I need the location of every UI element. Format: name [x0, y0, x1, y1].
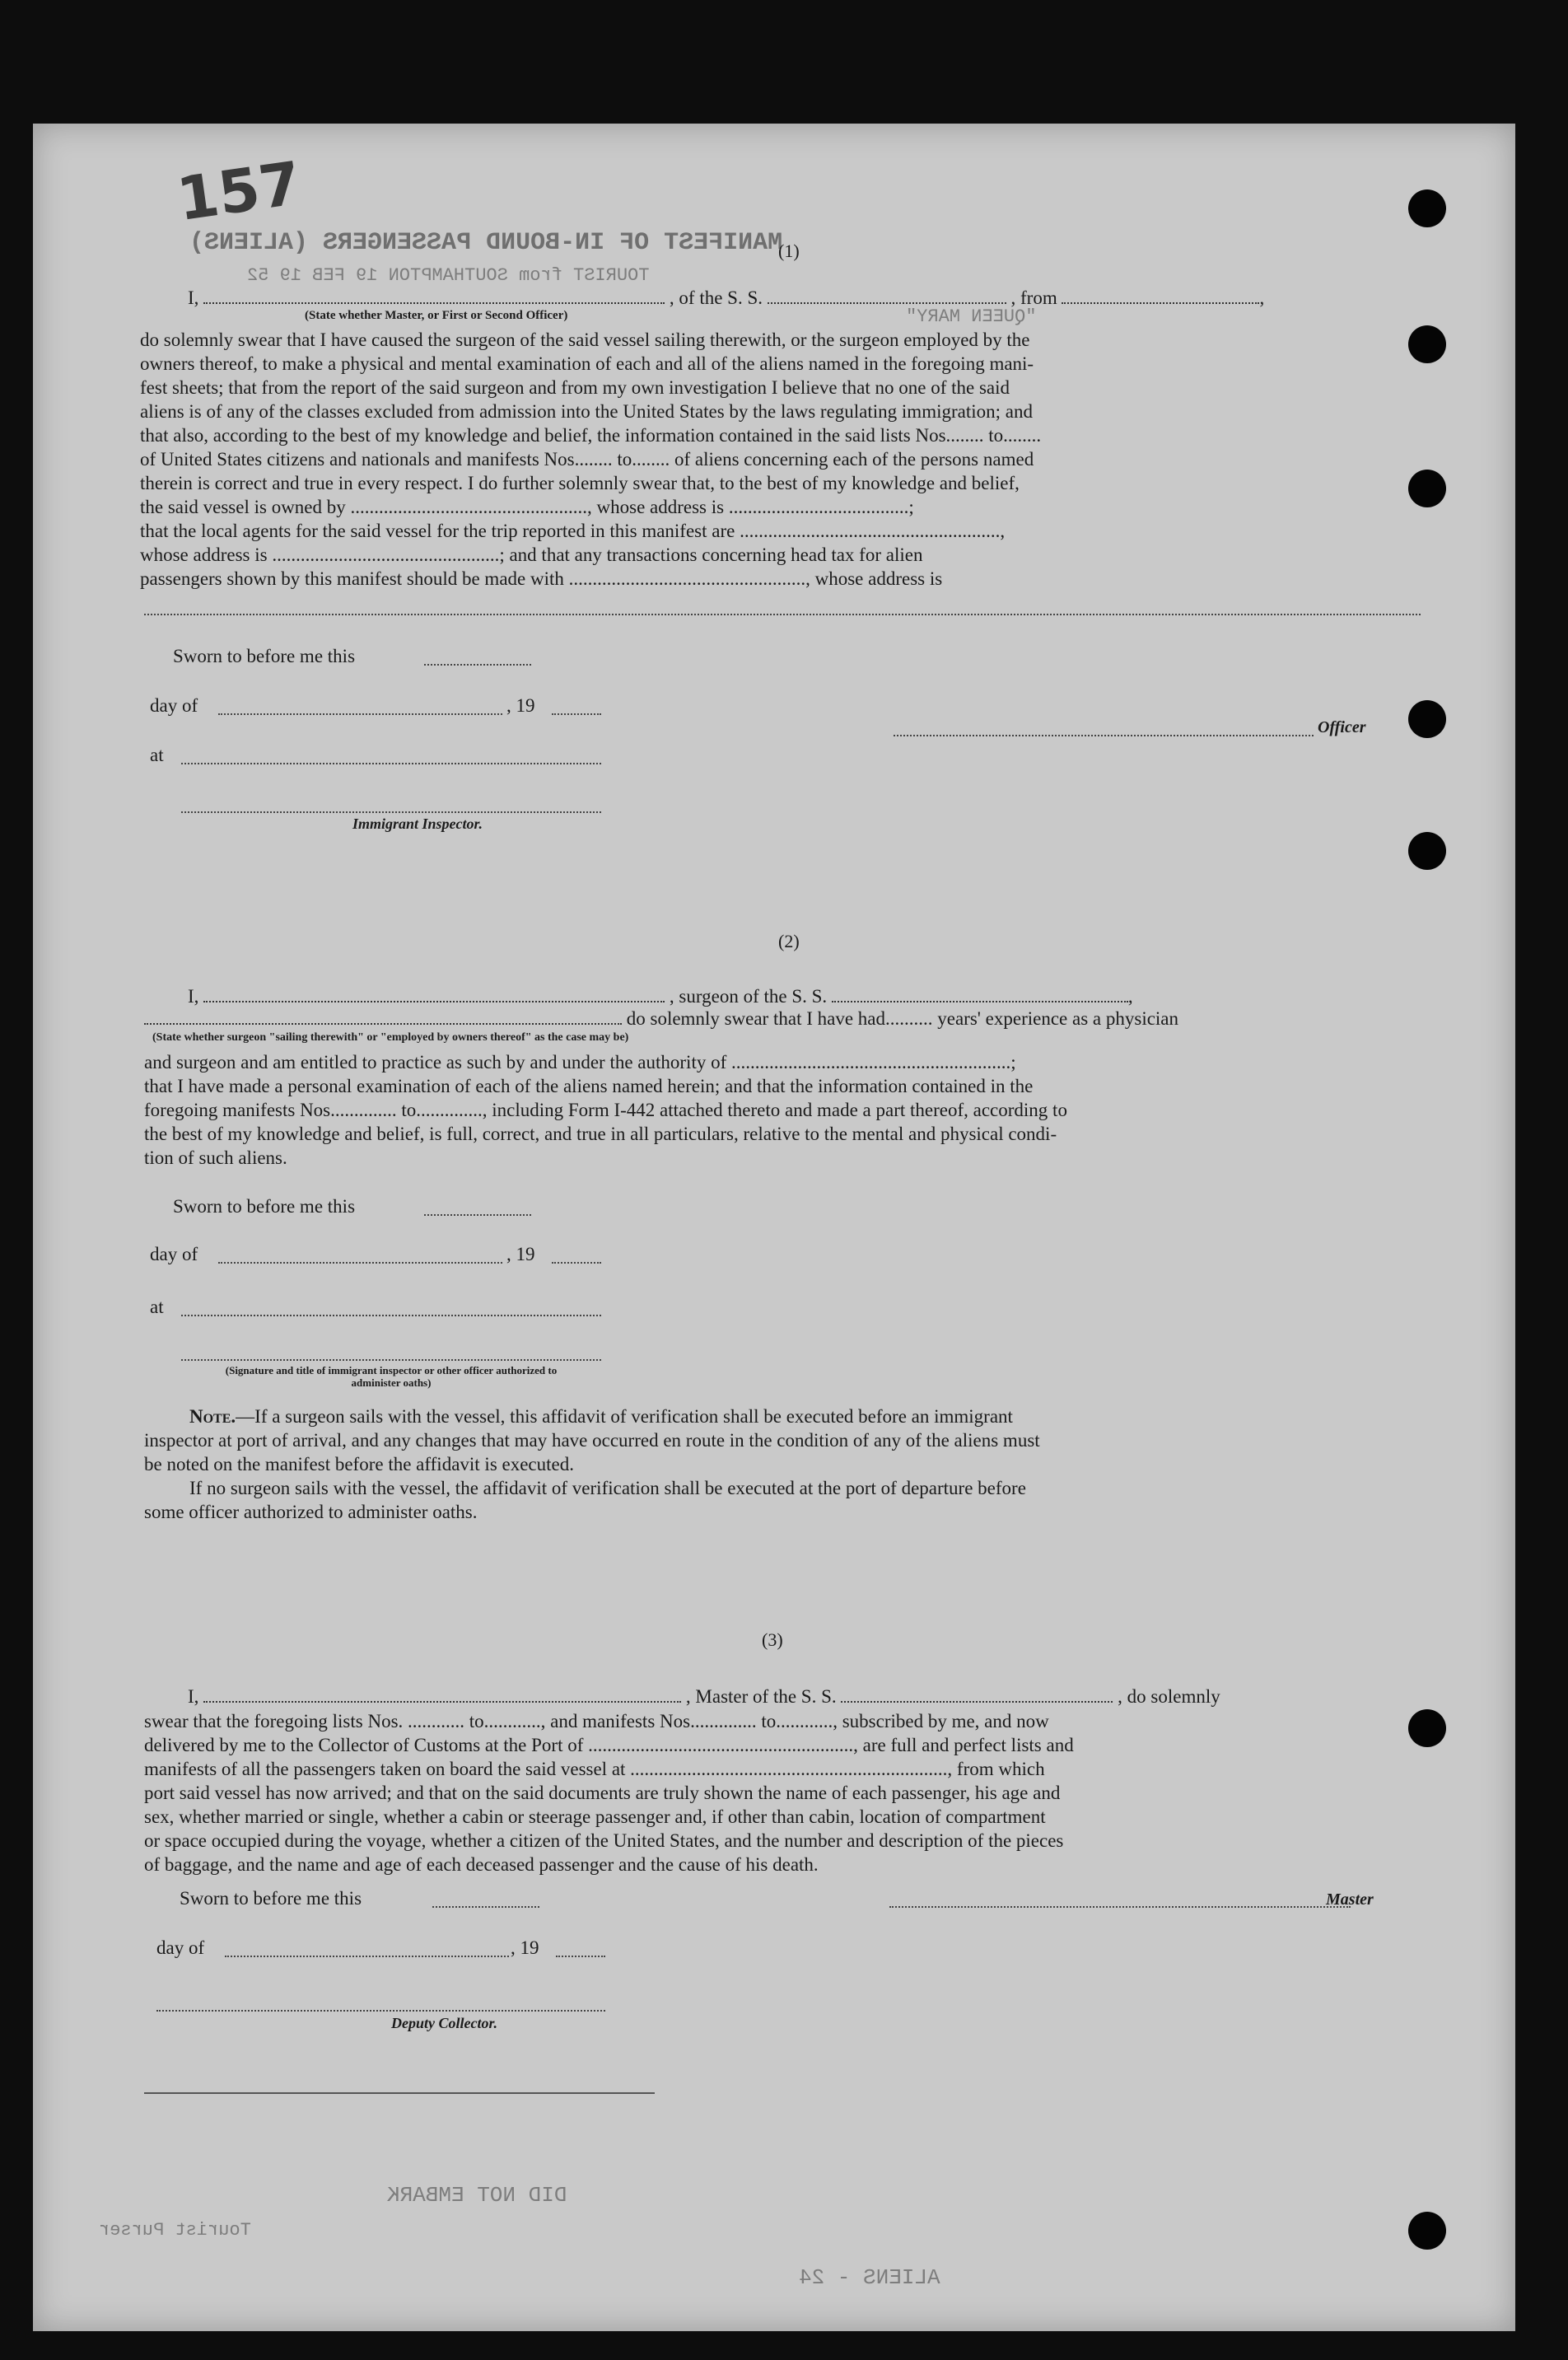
section-3-body-line: manifests of all the passengers taken on board the said vessel at ..................................................................., from which [144, 1759, 1045, 1779]
section-1-rank-note: (State whether Master, or First or Second Officer) [305, 309, 568, 322]
section-1-body-line: whose address is ................................................; and that any transactions concerning head tax for alien [140, 544, 923, 565]
departure-port-field [1062, 302, 1259, 304]
section-3-body-line: swear that the foregoing lists Nos. ............ to............, and manifests Nos.............. to............, subscribed by me, and now [144, 1711, 1049, 1731]
manifest-page [33, 124, 1515, 2331]
section-2-body-line: the best of my knowledge and belief, is full, correct, and true in all particulars, relative to the mental and physical condi- [144, 1124, 1057, 1144]
bottom-rule [144, 2092, 655, 2094]
punch-hole [1408, 700, 1446, 738]
section-1-body-line: aliens is of any of the classes excluded from admission into the United States by the laws regulating immigration; and [140, 401, 1033, 422]
bleed-through-purser: Tourist Purser [99, 2220, 251, 2241]
section-2-day-of: day of [150, 1244, 198, 1264]
day-of-line [218, 1262, 502, 1264]
punch-hole [1408, 189, 1446, 227]
master-vessel-field [841, 1701, 1113, 1703]
section-2-body-line: and surgeon and am entitled to practice as such by and under the authority of ...........................................................; [144, 1052, 1016, 1073]
section-2-sworn: Sworn to before me this [173, 1196, 356, 1217]
section-1-body-line: passengers shown by this manifest should be made with .................................................., whose address is [140, 568, 943, 589]
year-line [552, 713, 601, 715]
section-2-lead: I, [188, 986, 199, 1007]
note-line: inspector at port of arrival, and any changes that may have occurred en route in the condition of any of the aliens must [144, 1430, 1040, 1451]
deputy-signature-line [156, 2010, 605, 2012]
punch-hole [1408, 832, 1446, 870]
section-2-line-1: I, , surgeon of the S. S. , [188, 986, 1133, 1007]
section-3-body-line: port said vessel has now arrived; and that on the said documents are truly shown the name of each passenger, his age and [144, 1783, 1061, 1803]
officer-signature-line [894, 735, 1314, 736]
section-1-body-line: fest sheets; that from the report of the said surgeon and from my own investigation I believe that no one of the said [140, 377, 1010, 398]
section-1-body-line: that also, according to the best of my knowledge and belief, the information contained in the said lists Nos........ to........ [140, 425, 1042, 446]
vessel-name-field [768, 302, 1006, 304]
section-2-note: (State whether surgeon "sailing therewith" or "employed by owners thereof" as the case may be) [152, 1031, 629, 1044]
note-line: If no surgeon sails with the vessel, the affidavit of verification shall be executed at the port of departure before [189, 1478, 1026, 1498]
section-3-solemnly: , do solemnly [1118, 1686, 1220, 1707]
officer-name-field [203, 302, 665, 304]
section-1-of-ss: , of the S. S. [669, 287, 763, 308]
at-line [181, 763, 601, 764]
note-line: be noted on the manifest before the affidavit is executed. [144, 1454, 574, 1474]
note-label: Note. [189, 1406, 236, 1427]
bleed-through-class-line: TOURIST from SOUTHAMPTON 19 FEB 19 52 [247, 265, 650, 286]
section-3-body-line: of baggage, and the name and age of each deceased passenger and the cause of his death. [144, 1854, 819, 1875]
bleed-through-ship-name: "QUEEN MARY" [906, 306, 1037, 327]
section-1-body [140, 328, 1425, 591]
sworn-day-line [424, 664, 531, 666]
section-1-sworn: Sworn to before me this [173, 646, 356, 666]
bleed-through-did-not-embark: DID NOT EMBARK [387, 2183, 567, 2208]
section-3-body-line: or space occupied during the voyage, whether a citizen of the United States, and the number and description of the pieces [144, 1830, 1064, 1851]
surgeon-status-field [144, 1023, 622, 1025]
section-2-at: at [150, 1297, 164, 1317]
section-2-body [144, 1050, 1429, 1170]
section-1-body-line: of United States citizens and nationals and manifests Nos........ to........ of aliens concerning each of the persons named [140, 449, 1034, 470]
section-1-at: at [150, 745, 164, 765]
inspector-signature-line [181, 811, 601, 813]
handwritten-page-number: 157 [172, 147, 306, 235]
section-1-inspector-label: Immigrant Inspector. [352, 815, 483, 832]
section-2-body-line: foregoing manifests Nos.............. to.............., including Form I-442 attached thereto and made a part thereof, according to [144, 1100, 1067, 1120]
section-2-experience: do solemnly swear that I have had.......... years' experience as a physician [626, 1008, 1179, 1029]
master-name-field [203, 1701, 681, 1703]
section-1-body-line: that the local agents for the said vessel for the trip reported in this manifest are ......................................................., [140, 521, 1006, 541]
section-1-continuation-line [144, 614, 1421, 615]
punch-hole [1408, 2212, 1446, 2250]
note-line: some officer authorized to administer oaths. [144, 1502, 478, 1522]
section-3-line-1 [188, 1685, 1220, 1708]
surgeon-vessel-field [832, 1001, 1128, 1002]
section-2-number: (2) [778, 931, 800, 951]
section-1-from: , from [1010, 287, 1057, 308]
note-text: —If a surgeon sails with the vessel, this affidavit of verification shall be executed before an immigrant [236, 1406, 1013, 1427]
section-3-body-line: delivered by me to the Collector of Customs at the Port of ........................................................, are full and perfect lists and [144, 1735, 1074, 1755]
surgeon-name-field [203, 1001, 665, 1002]
year-line [556, 1956, 605, 1957]
note-line-1 [144, 1404, 1429, 1428]
section-3-master-label: Master [1326, 1890, 1374, 1909]
sworn-day-line [432, 1906, 539, 1908]
section-3-number: (3) [762, 1629, 783, 1650]
year-line [552, 1262, 601, 1264]
section-3-body-line: sex, whether married or single, whether a cabin or steerage passenger and, if other than cabin, location of compartment [144, 1806, 1046, 1827]
section-1-year: , 19 [506, 695, 535, 716]
section-2-signature-note: (Signature and title of immigrant inspector or other officer authorized to administer oaths) [225, 1364, 558, 1389]
bleed-through-footer: ALIENS - 24 [799, 2265, 940, 2290]
day-of-line [218, 713, 502, 715]
section-2-body-line: tion of such aliens. [144, 1147, 287, 1168]
section-3-deputy-label: Deputy Collector. [391, 2015, 497, 2031]
section-2-year: , 19 [506, 1244, 535, 1264]
section-3-sworn: Sworn to before me this [180, 1888, 362, 1909]
section-1-lead: I, [188, 287, 199, 308]
sworn-day-line [424, 1214, 531, 1216]
section-3-lead: I, [188, 1686, 199, 1707]
section-1-officer-label: Officer [1318, 718, 1366, 736]
section-2-surgeon-of: , surgeon of the S. S. [669, 986, 828, 1007]
note-block [144, 1404, 1429, 1524]
officer-signature-line [181, 1359, 601, 1361]
section-2-body-line: that I have made a personal examination of each of the aliens named herein; and that the information contained in the [144, 1076, 1034, 1096]
section-1-day-of: day of [150, 695, 198, 716]
section-1-body-line: owners thereof, to make a physical and mental examination of each and all of the aliens named in the foregoing mani- [140, 353, 1034, 374]
section-3-master-of: , Master of the S. S. [685, 1686, 837, 1707]
day-of-line [225, 1956, 509, 1957]
section-1-oath-line: I, , of the S. S. , from , [188, 287, 1265, 308]
section-3-day-of: day of [156, 1937, 205, 1958]
section-3-body [144, 1709, 1429, 1876]
section-1-body-line: the said vessel is owned by .................................................., whose address is ......................................; [140, 497, 914, 517]
section-1-body-line: do solemnly swear that I have caused the surgeon of the said vessel sailing therewith, or the surgeon employed by the [140, 329, 1030, 350]
bleed-through-header: MANIFEST OF IN-BOUND PASSENGERS (ALIENS) [189, 229, 783, 257]
section-3-year: , 19 [511, 1937, 539, 1958]
section-1-number: (1) [778, 241, 800, 261]
section-1-body-line: therein is correct and true in every respect. I do further solemnly swear that, to the best of my knowledge and belief, [140, 473, 1020, 493]
master-signature-line [889, 1906, 1351, 1908]
at-line [181, 1315, 601, 1316]
section-2-line-2 [144, 1007, 1178, 1030]
